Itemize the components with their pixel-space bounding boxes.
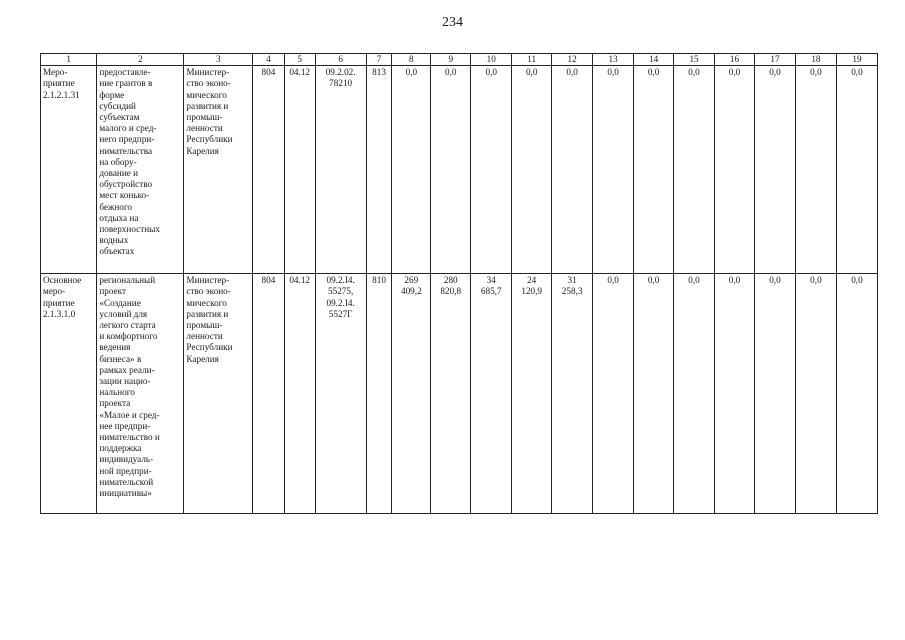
column-number: 18 [795, 54, 836, 66]
amount-cell: 0,0 [754, 66, 795, 274]
column-number: 19 [836, 54, 877, 66]
amount-cell: 0,0 [634, 274, 674, 514]
target-article-code: 09.2.02. 78210 [315, 66, 366, 274]
amount-cell: 0,0 [392, 66, 431, 274]
responsible-body: Министер- ство эконо- мического развития и промыш- ленности Республики Карелия [184, 274, 253, 514]
amount-cell: 0,0 [795, 274, 836, 514]
page-number: 234 [442, 15, 463, 30]
column-number: 16 [715, 54, 755, 66]
amount-cell: 0,0 [715, 274, 755, 514]
ministry-code: 804 [253, 66, 285, 274]
amount-cell: 0,0 [512, 66, 552, 274]
column-number-row [41, 54, 878, 66]
column-number: 11 [512, 54, 552, 66]
column-number: 4 [253, 54, 285, 66]
column-number: 7 [366, 54, 392, 66]
event-description: предоставле- ние грантов в форме субсидий субъектам малого и сред- него предпри- нимательства на обору- дование и обустройство мест конько- бежного отдыха на поверхностных водных объектах [97, 66, 184, 274]
amount-cell: 0,0 [836, 66, 877, 274]
column-number: 2 [97, 54, 184, 66]
amount-cell: 24 120,9 [512, 274, 552, 514]
budget-table [40, 53, 878, 514]
amount-cell: 0,0 [674, 274, 715, 514]
column-number: 14 [634, 54, 674, 66]
event-description: региональный проект «Создание условий для легкого старта и комфортного ведения бизнеса» в рамках реали- зации нацио- нального проекта «Малое и сред- нее предпри- нимательство и поддержка индивидуаль- ной предпри- нимательской инициативы» [97, 274, 184, 514]
column-number: 15 [674, 54, 715, 66]
table-row [41, 66, 878, 274]
amount-cell: 0,0 [836, 274, 877, 514]
table-row [41, 274, 878, 514]
column-number: 10 [471, 54, 512, 66]
target-article-code: 09.2.I4. 55275, 09.2.I4. 5527Г [315, 274, 366, 514]
event-code: Основное меро- приятие 2.1.3.1.0 [41, 274, 97, 514]
amount-cell: 0,0 [754, 274, 795, 514]
amount-cell: 0,0 [471, 66, 512, 274]
amount-cell: 0,0 [634, 66, 674, 274]
column-number: 6 [315, 54, 366, 66]
column-number: 5 [284, 54, 315, 66]
column-number: 13 [593, 54, 634, 66]
expense-type-code: 810 [366, 274, 392, 514]
amount-cell: 34 685,7 [471, 274, 512, 514]
column-number: 3 [184, 54, 253, 66]
amount-cell: 31 258,3 [552, 274, 593, 514]
amount-cell: 0,0 [715, 66, 755, 274]
amount-cell: 0,0 [795, 66, 836, 274]
amount-cell: 0,0 [674, 66, 715, 274]
column-number: 17 [754, 54, 795, 66]
amount-cell: 269 409,2 [392, 274, 431, 514]
amount-cell: 280 820,8 [431, 274, 471, 514]
amount-cell: 0,0 [431, 66, 471, 274]
column-number: 1 [41, 54, 97, 66]
ministry-code: 804 [253, 274, 285, 514]
responsible-body: Министер- ство эконо- мического развития и промыш- ленности Республики Карелия [184, 66, 253, 274]
expense-type-code: 813 [366, 66, 392, 274]
column-number: 8 [392, 54, 431, 66]
column-number: 12 [552, 54, 593, 66]
amount-cell: 0,0 [593, 274, 634, 514]
section-code: 04.12 [284, 66, 315, 274]
section-code: 04.12 [284, 274, 315, 514]
event-code: Меро- приятие 2.1.2.1.31 [41, 66, 97, 274]
amount-cell: 0,0 [552, 66, 593, 274]
column-number: 9 [431, 54, 471, 66]
amount-cell: 0,0 [593, 66, 634, 274]
